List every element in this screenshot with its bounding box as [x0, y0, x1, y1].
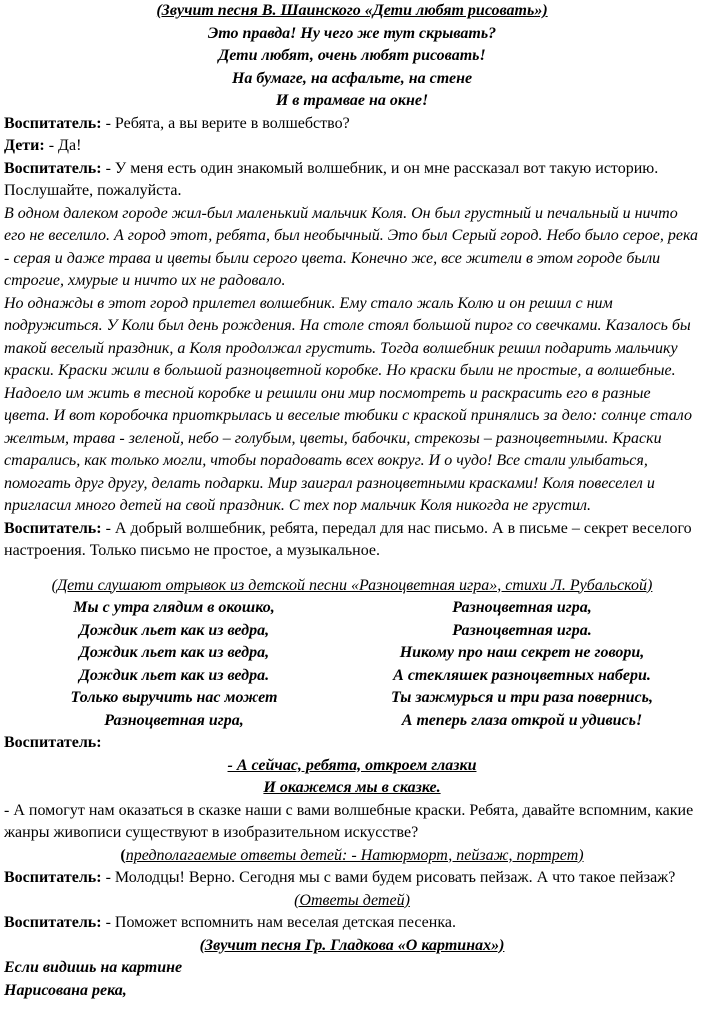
poem-line: Мы с утра глядим в окошко, — [73, 599, 275, 616]
song-line: На бумаге, на асфальте, на стене — [231, 69, 473, 87]
song-line: Если видишь на картине — [4, 959, 183, 976]
poem-right-column — [344, 597, 700, 732]
poem-left-column — [4, 597, 344, 732]
story-paragraph: Но однажды в этот город прилетел волшебник. Ему стало жаль Колю и он решил с ним подружиться. У Коли был день рождения. На столе стоял большой пирог со свечками. Казалось бы такой веселый праздник, а Коля продолжал грустить. Тогда волшебник решил подарить мальчику краски. Краски жили в большой разноцветной коробке. Но краски были не простые, а волшебные. Надоело им жить в тесной коробке и решили они мир посмотреть и раскрасить его в разные цвета. И вот коробочка приоткрылась и веселые тюбики с краской принялись за дело: солнце стало желтым, трава - зеленой, небо – голубым, цветы, бабочки, стрекозы – разноцветными. Краски старались, как только могли, чтобы порадовать всех вокруг. И о чудо! Все стали улыбаться, помогать друг другу, делать подарки. Мир заиграл разноцветными красками! Коля повеселел и пригласил много детей на свой праздник. С тех пор мальчик Коля никогда не грустил. — [4, 294, 692, 514]
spacer — [4, 563, 700, 575]
speaker-label: Дети: — [4, 137, 45, 154]
song-heading-3: (Звучит песня Гр. Гладкова «О картинах») — [199, 936, 505, 954]
song-line: Дети любят, очень любят рисовать! — [218, 47, 486, 64]
paren-open: ( — [120, 846, 126, 864]
poem-line: Только выручить нас может — [70, 689, 278, 706]
song-line: Это правда! Ну чего же тут скрывать? — [207, 24, 497, 42]
song-line: И в трамвае на окне! — [275, 92, 429, 109]
speaker-label: Воспитатель: — [4, 159, 102, 177]
poem-line: А стекляшек разноцветных набери. — [393, 666, 651, 684]
speech-text: - Молодцы! Верно. Сегодня мы с вами будем рисовать пейзаж. А что такое пейзаж? — [101, 869, 676, 886]
dialogue-line — [4, 135, 700, 158]
speaker-label: Воспитатель: — [4, 734, 102, 751]
poem-line: Разноцветная игра. — [452, 621, 592, 639]
poem-columns — [4, 597, 700, 732]
dialogue-line — [4, 158, 700, 203]
speech-text: - Ребята, а вы верите в волшебство? — [101, 114, 350, 132]
speaker-label: Воспитатель: — [4, 519, 102, 537]
dialogue-line — [4, 912, 700, 935]
answers-note: (Ответы детей) — [294, 891, 410, 909]
poem-line: Дождик льет как из ведра, — [78, 621, 270, 639]
speech-text: - Поможет вспомнить нам веселая детская песенка. — [101, 914, 456, 931]
song-heading-2: (Дети слушают отрывок из детской песни «Разноцветная игра», стихи Л. Рубальской) — [51, 576, 653, 594]
poem-line: Ты зажмурься и три раза повернись, — [391, 689, 653, 706]
poem-line: Никому про наш секрет не говори, — [399, 644, 645, 661]
speech-text: - У меня есть один знакомый волшебник, и он мне рассказал вот такую историю. Послушайте, пожалуйста. — [4, 159, 659, 199]
speaker-label: Воспитатель: — [4, 914, 102, 931]
dialogue-line — [4, 113, 700, 136]
speech-text: - Да! — [44, 137, 82, 154]
poem-line: Дождик льет как из ведра, — [78, 644, 270, 661]
poem-line: А теперь глаза открой и удивись! — [401, 711, 643, 729]
story-paragraph: В одном далеком городе жил-был маленький мальчик Коля. Он был грустный и печальный и ничто его не веселило. А город этот, ребята, был необычный. Это был Серый город. Небо было серое, река - серая и даже трава и цветы были серого цвета. Конечно же, все жители в этом городе были строгие, хмурые и ничто их не радовало. — [4, 204, 699, 289]
song-line: Нарисована река, — [4, 981, 127, 999]
verse-line: - А сейчас, ребята, откроем глазки — [227, 756, 477, 774]
poem-line: Разноцветная игра, — [452, 599, 592, 616]
song-heading-1: (Звучит песня В. Шаинского «Дети любят рисовать») — [156, 2, 548, 19]
speaker-label: Воспитатель: — [4, 114, 102, 132]
poem-line: Дождик льет как из ведра. — [78, 666, 270, 684]
dialogue-line — [4, 867, 700, 890]
answers-text: предполагаемые ответы детей: - Натюрморт, пейзаж, портрет) — [125, 846, 584, 864]
dialogue-line — [4, 518, 700, 563]
poem-line: Разноцветная игра, — [104, 711, 244, 729]
speech-text: - А помогут нам оказаться в сказке наши с вами волшебные краски. Ребята, давайте вспомним, какие жанры живописи существуют в изобразительном искусстве? — [4, 801, 694, 841]
verse-line: И окажемся мы в сказке. — [263, 779, 441, 796]
expected-answers — [4, 845, 700, 868]
speaker-label: Воспитатель: — [4, 869, 102, 886]
speech-text: - А добрый волшебник, ребята, передал для нас письмо. А в письме – секрет веселого настроения. Только письмо не простое, а музыкальное. — [4, 519, 692, 559]
